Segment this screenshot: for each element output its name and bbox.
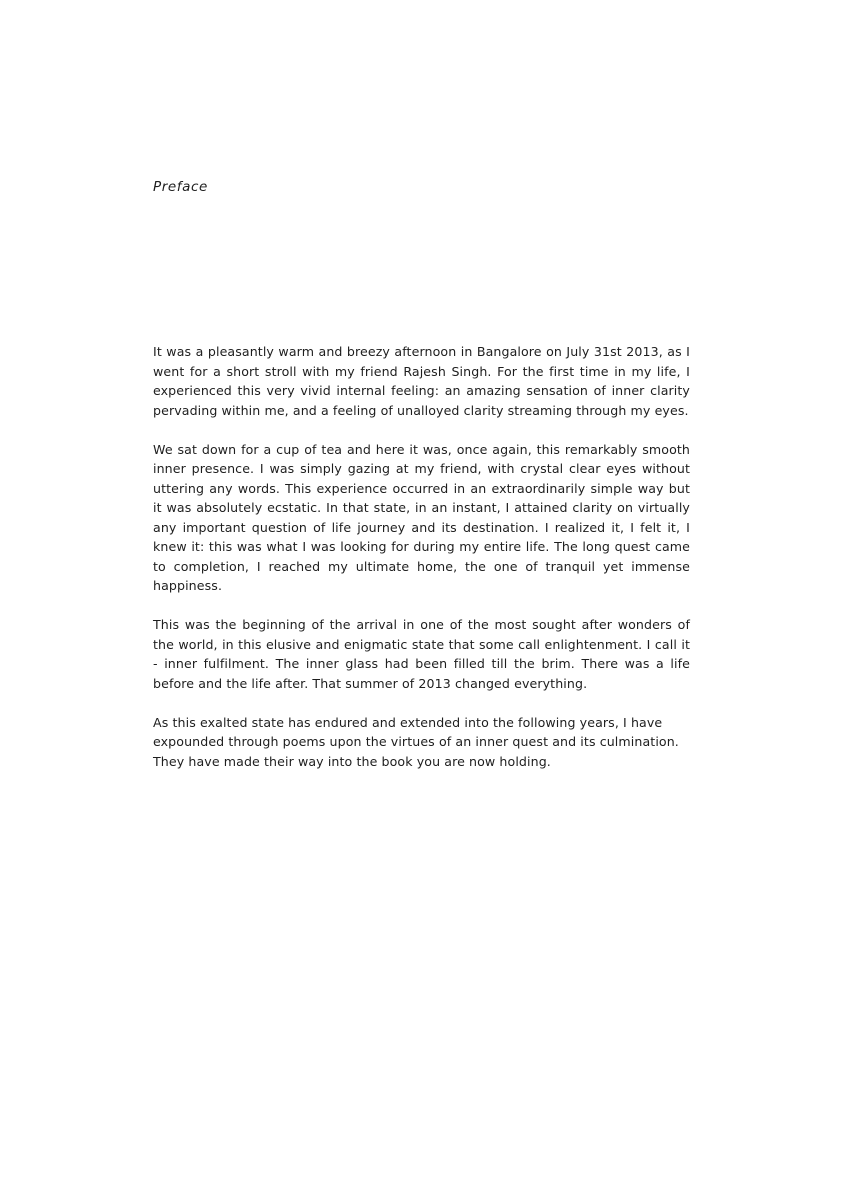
paragraph-4: As this exalted state has endured and extended into the following years, I have expounded through poems upon the virtues of an inner quest and its culmination. They have made their way into the book you are now holding. bbox=[153, 714, 679, 769]
paragraph-3: This was the beginning of the arrival in one of the most sought after wonders of the world, in this elusive and enigmatic state that some call enlightenment. I call it - inner fulfilment. The inner glass had been filled till the brim. There was a life before and the life after. That summer of 2013 changed everything. bbox=[153, 617, 690, 691]
preface-title: Preface bbox=[153, 179, 208, 195]
paragraph-2: We sat down for a cup of tea and here it was, once again, this remarkably smooth inner presence. I was simply gazing at my friend, with crystal clear eyes without uttering any words. This experience occurred in an extraordinarily simple way but it was absolutely ecstatic. In that state, in an instant, I attained clarity on virtually any important question of life journey and its destination. I realized it, I felt it, I knew it: this was what I was looking for during my entire life. The long quest came to completion, I reached my ultimate home, the one of tranquil yet immense happiness. bbox=[153, 441, 690, 593]
preface-body bbox=[153, 342, 690, 791]
paragraph-1: It was a pleasantly warm and breezy afternoon in Bangalore on July 31st 2013, as I went for a short stroll with my friend Rajesh Singh. For the first time in my life, I experienced this very vivid internal feeling: an amazing sensation of inner clarity pervading within me, and a feeling of unalloyed clarity streaming through my eyes. bbox=[153, 344, 690, 418]
